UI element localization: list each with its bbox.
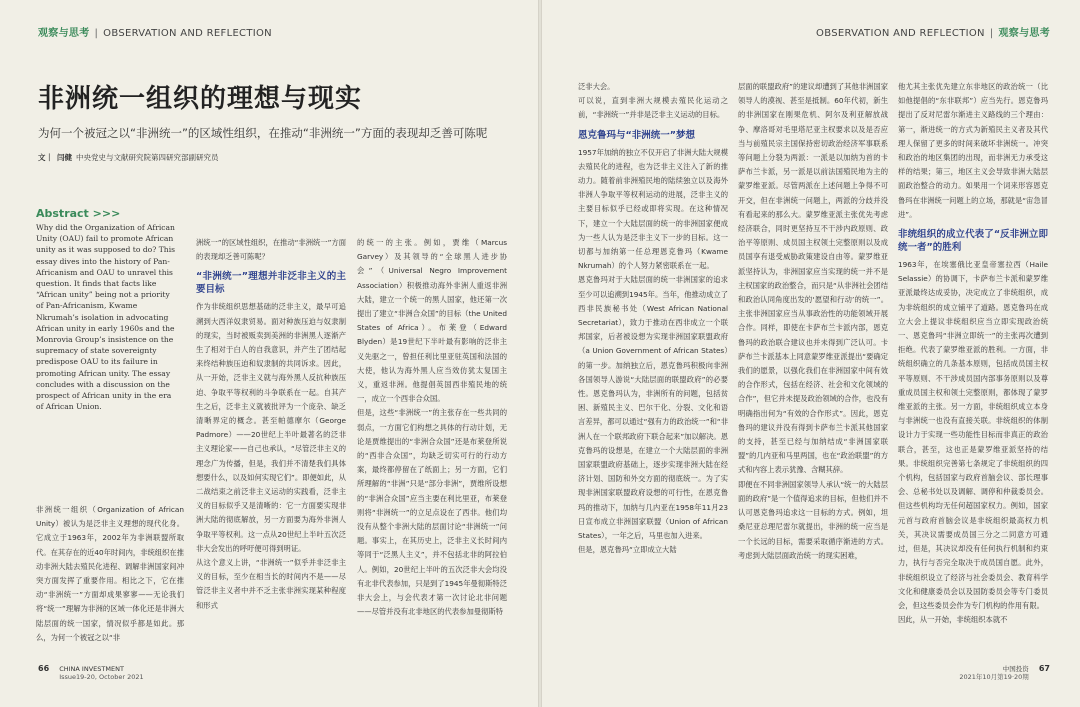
article-subtitle: 为何一个被冠之以“非洲统一”的区域性组织，在推动“非洲统一”方面的表现却乏善可陈呢: [38, 126, 488, 140]
page-number-right: 67: [1038, 664, 1050, 673]
byline-affiliation: 中央党史与文献研究院第四研究部副研究员: [76, 153, 219, 162]
col4-paragraph-2: 1957年加纳的独立不仅开启了非洲大陆大规模去殖民化的进程，也为泛非主义注入了新的推动力。随着前非洲殖民地的陆续独立以及海外非洲人争取平等权利运动的进展，泛非主义的主要目标似乎已经或即将实现。在这种情况下，建立一个大陆层面的统一的非洲国家便成为一些人认为是泛非主义下一步的目标。这一切都与加纳第一任总理恩克鲁玛（Kwame Nkrumah）的个人努力紧密联系在一起。: [578, 147, 728, 271]
footer-right: [959, 665, 1050, 681]
intro-paragraph: 非洲统一组织（Organization of African Unity）被认为是泛非主义理想的现代化身。它成立于1963年，2002年为非洲联盟所取代。在其存在的近40年时间内，非统组织在推动非洲大陆去殖民化进程、调解非洲国家间冲突方面发挥了重要作用。相比之下，它在推动“非洲统一”方面却成果寥寥——无论我们将“统一”理解为非洲的区域一体化还是非洲大陆层面的统一国家，情况似乎都是如此。那么，为何一个被冠之以“非: [36, 505, 184, 642]
section-heading-1: “非洲统一”理想并非泛非主义的主要目标: [196, 271, 346, 296]
section-header-right: OBSERVATION AND REFLECTION | 观察与思考: [816, 28, 1050, 39]
article-title: 非洲统一组织的理想与现实: [38, 84, 363, 114]
col5-paragraph: 层面的联盟政府”的建议却遭到了其他非洲国家领导人的漠视、甚至是抵制。60年代初，新生的非洲国家在刚果危机、阿尔及利亚解放战争、摩洛哥对毛里塔尼亚主权要求以及是否应当与前殖民宗主国保持密切政治经济军事联系等问题上分裂为两派：一派是以加纳为首的卡萨布兰卡派，另一派是以前法国殖民地为主的蒙罗维亚派。尽管两派在上述问题上争得不可开交，但在非洲统一问题上，两派的分歧并没有看起来的那么大。蒙罗维亚派主张优先考虑经济联合，同时更坚持互不干涉内政原则、政治平等原则、成员国主权领土完整原则以及成员国享有退受威胁政策建设自由等。蒙罗维亚派坚持认为，非洲国家应当实现的统一并不是主权国家的政治整合，而只是“从非洲社会团结和政治认同角度出发的‘愿望和行动’的统一”。主张非洲国家应当从事政治性的功能领域开展合作。同样，即使在卡萨布兰卡派内部，恩克鲁玛的政治联合建议也并未得到广泛认可。卡萨布兰卡派基本上同意蒙罗维亚派提出“要确定我们的愿景，以强化我们在非洲国家中间有效的合作形式，包括在经济、社会和文化领域的合作”，但它并未提及政治领域的合作，也没有明确指出何为“有效的合作形式”。因此，恩克鲁玛的建议并没有得到卡萨布兰卡派其他国家的支持，甚至已经与加纳结成“非洲国家联盟”的几内亚和马里两国，也在“政治联盟”的方式和内容上表示犹豫、含糊其辞。: [738, 82, 888, 475]
col2-paragraph-2: 从这个意义上讲，“非洲统一”似乎并非泛非主义的目标，至少在相当长的时间内不是——尽管泛非主义者中并不乏主张非洲实现某种程度和形式: [196, 558, 346, 610]
col4-paragraph-3: 恩克鲁玛对于大陆层面的统一非洲国家的追求至少可以追溯到1945年。当年，他推动成立了西非民族秘书处（West African National Secretariat），致力于推动在西非成立一个联邦国家，后者被设想为实现非洲国家联盟政府（a Union Government of African States）的第一步。加纳独立后，恩克鲁玛积极向非洲各国领导人游说“大陆层面的联盟政府”的必要性。恩克鲁玛认为，非洲所有的问题，包括贫困、新殖民主义、巴尔干化、分裂、文化和语言差异，都可以通过“强有力的政治统一”和“非洲人在一个联邦政府下联合起来”加以解决。恩克鲁玛的设想是，在建立一个大陆层面的非洲国家联盟政府基础上，逐步实现非洲大陆在经济计划、国防和外交方面的彻底统一。为了实现非洲国家联盟政府设想的可行性，在恩克鲁玛的推动下，加纳与几内亚在1958年11月23日宣布成立非洲国家联盟（Union of African States），一年之后，马里也加入进来。: [578, 275, 728, 541]
section-heading-2: 恩克鲁玛与“非洲统一”梦想: [578, 129, 695, 141]
col3-paragraph-2: 但是，这些“非洲统一”的主张存在一些共同的弱点，一方面它们构想之具体的行动计划，无论是贾维提出的“非洲合众国”还是布莱登所说的“西非合众国”，均缺乏切实可行的行动方案，最终都停留在了纸面上；另一方面，它们所理解的“非洲”只是“部分非洲”，贾维所设想的“非洲合众国”应当主要在利比里亚，布莱登则将“非洲统一”的立足点设在了西非。他们均没有从整个非洲大陆的层面讨论“非洲统一”问题。事实上，在其历史上，泛非主义长时间内等同于“泛黑人主义”，并不包括北非的阿拉伯人。例如，20世纪上半叶的五次泛非大会均没有北非代表参加，只是到了1945年曼彻斯特泛非大会上，与会代表才第一次讨论北非问题——尽管并没有北非地区的代表参加曼彻斯特: [357, 408, 507, 617]
section-heading-3: 非统组织的成立代表了“反非洲立即统一者”的胜利: [898, 229, 1048, 254]
col2-paragraph: 作为非统组织思想基础的泛非主义，最早可追溯到大西洋奴隶贸易。面对种族压迫与奴隶制的现实，当时被贩卖到美洲的非洲黑人逐渐产生了相对于白人的自我意识，并产生了团结起来终结种族压迫和奴隶制的共同诉求。因此，从一开始，泛非主义就与海外黑人反抗种族压迫、争取平等权利的斗争联系在一起。自其产生之后，泛非主义就被批评为一个庞杂、缺乏清晰界定的概念。甚至帕德摩尔（George Padmore）——20世纪上半叶最著名的泛非主义理论家——自己也承认，“尽管泛非主义的理念广为传播，但是，我们并不清楚我们具体想要什么，以及如何实现它们”。即便如此，从二战结束之前泛非主义运动的实践看，泛非主义的目标似乎又是清晰的：它一方面要实现非洲大陆的彻底解放，另一方面要为海外非洲人争取平等权利。这一点从20世纪上半叶五次泛非大会发出的呼吁便可得到明证。: [196, 302, 346, 553]
right-page: [540, 0, 1080, 707]
section-title-cn: 观察与思考: [38, 28, 90, 39]
col4-paragraph-4: 但是，恩克鲁玛“立即成立大陆: [578, 545, 677, 555]
byline-author: 闫健: [57, 153, 72, 162]
column-3: [357, 236, 507, 656]
byline-label: 文｜: [38, 153, 53, 162]
section-title-en: OBSERVATION AND REFLECTION: [103, 28, 272, 39]
col6-paragraph-3: 因此，从一开始，非统组织本就不: [898, 615, 1008, 625]
col6-paragraph-2: 1963年，在埃塞俄比亚皇帝塞拉西（Haile Selassie）的协调下，卡萨布兰卡派和蒙罗维亚派最终达成妥协，决定成立了非统组织，成为非统组织的成立铺平了道路。恩克鲁玛在成立大会上提议非统组织应当立即实现政治统一、恩克鲁玛“非洲立即统一”的主张再次遭到拒绝。代表了蒙罗维亚派的胜利。一方面，非统组织确立的几条基本原则，包括成员国主权平等原则、不干涉成员国内部事务原则以及尊重成员国主权和领土完整原则，都体现了蒙罗维亚派的主张。另一方面，非统组织成立本身与非洲统一也没有直接关联。非统组织的体制设计力于实现一些功能性目标而非真正的政治联合，甚至，这也正是蒙罗维亚派坚持的结果。非统组织完善第七条规定了非统组织的四个机构，包括国家与政府首脑会议、部长理事会、总秘书处以及调解、调停和仲裁委员会。但这些机构均无任何超国家权力。例如，国家元首与政府首脑会议是非统组织最高权力机关，其决议需要成员国三分之二同意方可通过，但是，其决议却没有任何执行机制和约束力，执行与否完全取决于成员国自愿。此外，非统组织设立了经济与社会委员会、教育科学文化和健康委员会以及国防委员会等专门委员会，但这些委员会作为专门机构的作用有限。: [898, 260, 1048, 610]
column-4: [578, 80, 728, 656]
byline: [38, 152, 219, 163]
publication-name-en: CHINA INVESTMENT: [59, 665, 124, 673]
col2-intro-text: 洲统一”的区域性组织，在推动“非洲统一”方面的表现却乏善可陈呢？: [196, 238, 346, 262]
section-header-left: 观察与思考 | OBSERVATION AND REFLECTION: [38, 28, 272, 39]
section-title-en-right: OBSERVATION AND REFLECTION: [816, 28, 985, 39]
abstract-heading: Abstract >>>: [36, 207, 121, 220]
column-2: [196, 236, 346, 656]
abstract-box: [36, 207, 176, 412]
abstract-text: Why did the Organization of African Unity (OAU) fail to promote African unity as it was supposed to do? This essay dives into the history of Pan-Africanism and OAU to unravel this question. It finds that facts like “African unity” being not a priority of Pan-Africanism, Kwame Nkrumah’s isolation in advocating African unity in early 1960s and the Monrovia Group’s insistence on the supremacy of state sovereignty predispose OAU to its failure in promoting African unity. The essay concludes with a discussion on the prospect of African unity in the era of African Union.: [36, 223, 176, 412]
col6-paragraph: 他尤其主张优先建立东非地区的政治统一（比如他提倡的“东非联邦”）应当先行。恩克鲁玛提出了反对尼雷尔渐进主义路线的三个理由：第一，渐进统一的方式为新殖民主义者及其代理人保留了更多的时间来破坏非洲统一。冲突和政治的地区集团的出现，而非洲无力承受这样的结果；第三，地区主义会导致非洲大陆层面政治整合的动力。如果用一个词来形容恩克鲁玛在非洲统一问题上的立场，那就是“宙急冒进”。: [898, 82, 1048, 219]
page-number-left: 66: [38, 664, 50, 673]
col4-paragraph-1: 可以说，直到非洲大规模去殖民化运动之前，“非洲统一”并非是泛非主义运动的目标。: [578, 96, 728, 120]
column-1-lower: [36, 503, 184, 655]
col5-paragraph-2: 即便在不同非洲国家领导人承认“统一的大陆层面的政府”是一个值得追求的目标，但他们并不认可恩克鲁玛追求这一目标的方式。例如，坦桑尼亚总理尼雷尔就提出，非洲的统一应当是一个长远的目标，需要采取循序渐进的方式。考虑到大陆层面政治统一的现实困难，: [738, 479, 888, 560]
issue-info-cn: 2021年10月第19·20期: [959, 673, 1029, 681]
col3-paragraph: 的统一的主张。例如，贾维（Marcus Garvey）及其领导的“全球黑人进步协会”（Universal Negro Improvement Association）积极推动海外非洲人重返非洲大陆，建立一个统一的黑人国家，他还第一次提出了建立“非洲合众国”的目标（the United States of Africa）。布莱登（Edward Blyden）是19世纪下半叶最有影响的泛非主义先驱之一，曾担任利比里亚驻英国和法国的大使，他认为海外黑人应当效仿犹太复国主义，重返非洲。他提倡英国西非殖民地的统一，成立一个西非合众国。: [357, 238, 507, 404]
column-6: [898, 80, 1048, 656]
col4-paragraph-0: 泛非大会。: [578, 82, 615, 91]
footer-left: [38, 665, 144, 681]
section-title-cn-right: 观察与思考: [998, 28, 1050, 39]
publication-name-cn: 中国投资: [1002, 665, 1029, 673]
column-5: [738, 80, 888, 656]
issue-info-en: Issue19-20, October 2021: [59, 673, 144, 681]
